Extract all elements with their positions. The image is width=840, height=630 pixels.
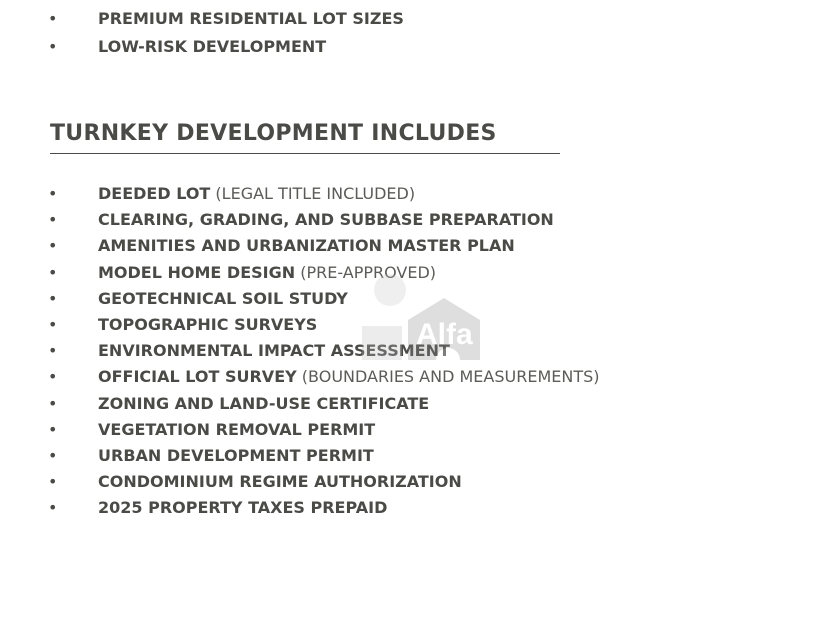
list-item-text bbox=[98, 394, 429, 414]
bullet-icon: • bbox=[48, 341, 58, 361]
clipped-previous-line bbox=[96, 0, 456, 3]
heading-underline bbox=[50, 153, 560, 154]
bullet-icon: • bbox=[48, 419, 58, 439]
list-item-text bbox=[98, 210, 554, 230]
list-item-bold-label: URBAN DEVELOPMENT PERMIT bbox=[98, 445, 374, 465]
bullet-icon: • bbox=[48, 9, 58, 28]
bullet-icon: • bbox=[48, 445, 58, 465]
bullet-icon: • bbox=[48, 472, 58, 492]
list-item-bold-label: AMENITIES AND URBANIZATION MASTER PLAN bbox=[98, 236, 515, 256]
bullet-icon: • bbox=[48, 236, 58, 256]
bullet-icon: • bbox=[48, 262, 58, 282]
bullet-icon: • bbox=[48, 314, 58, 334]
section-heading: TURNKEY DEVELOPMENT INCLUDES bbox=[50, 121, 497, 146]
list-item-text bbox=[98, 472, 462, 492]
list-item-bold-label: CONDOMINIUM REGIME AUTHORIZATION bbox=[98, 472, 462, 492]
bullet-icon: • bbox=[48, 393, 58, 413]
list-item-text bbox=[98, 236, 515, 256]
bullet-icon: • bbox=[48, 367, 58, 387]
list-item-text bbox=[98, 263, 436, 283]
list-item-text bbox=[98, 184, 415, 204]
list-item-text bbox=[98, 420, 375, 440]
list-item-text bbox=[98, 37, 326, 57]
list-item-bold-label: TOPOGRAPHIC SURVEYS bbox=[98, 314, 318, 334]
list-item-bold-label: 2025 PROPERTY TAXES PREPAID bbox=[98, 498, 388, 518]
list-item-text bbox=[98, 289, 348, 309]
list-item-note: (BOUNDARIES AND MEASUREMENTS) bbox=[296, 367, 600, 387]
list-item-bold-label: PREMIUM RESIDENTIAL LOT SIZES bbox=[98, 9, 404, 28]
list-item-bold-label: MODEL HOME DESIGN bbox=[98, 262, 296, 282]
list-item-bold-label: OFFICIAL LOT SURVEY bbox=[98, 367, 297, 387]
list-item-text bbox=[98, 315, 317, 335]
bullet-icon: • bbox=[48, 498, 58, 518]
bullet-icon: • bbox=[48, 210, 58, 230]
list-item-bold-label: CLEARING, GRADING, AND SUBBASE PREPARATION bbox=[98, 210, 554, 230]
list-item-bold-label: ENVIRONMENTAL IMPACT ASSESSMENT bbox=[98, 341, 450, 361]
bullet-icon: • bbox=[48, 37, 58, 56]
list-item-bold-label: LOW-RISK DEVELOPMENT bbox=[98, 37, 327, 56]
list-item-bold-label: ZONING AND LAND-USE CERTIFICATE bbox=[98, 393, 430, 413]
list-item-bold-label: VEGETATION REMOVAL PERMIT bbox=[98, 419, 376, 439]
bullet-icon: • bbox=[48, 184, 58, 203]
list-item-note: (LEGAL TITLE INCLUDED) bbox=[210, 184, 416, 203]
list-item-text bbox=[98, 341, 450, 361]
svg-text:Alfa: Alfa bbox=[416, 318, 473, 351]
list-item-text bbox=[98, 446, 374, 466]
list-item-text bbox=[98, 498, 387, 518]
list-item-text bbox=[98, 367, 600, 387]
list-item-bold-label: DEEDED LOT bbox=[98, 184, 211, 203]
list-item-bold-label: GEOTECHNICAL SOIL STUDY bbox=[98, 288, 348, 308]
list-item-text bbox=[98, 9, 404, 29]
list-item-note: (PRE-APPROVED) bbox=[295, 262, 437, 282]
bullet-icon: • bbox=[48, 288, 58, 308]
